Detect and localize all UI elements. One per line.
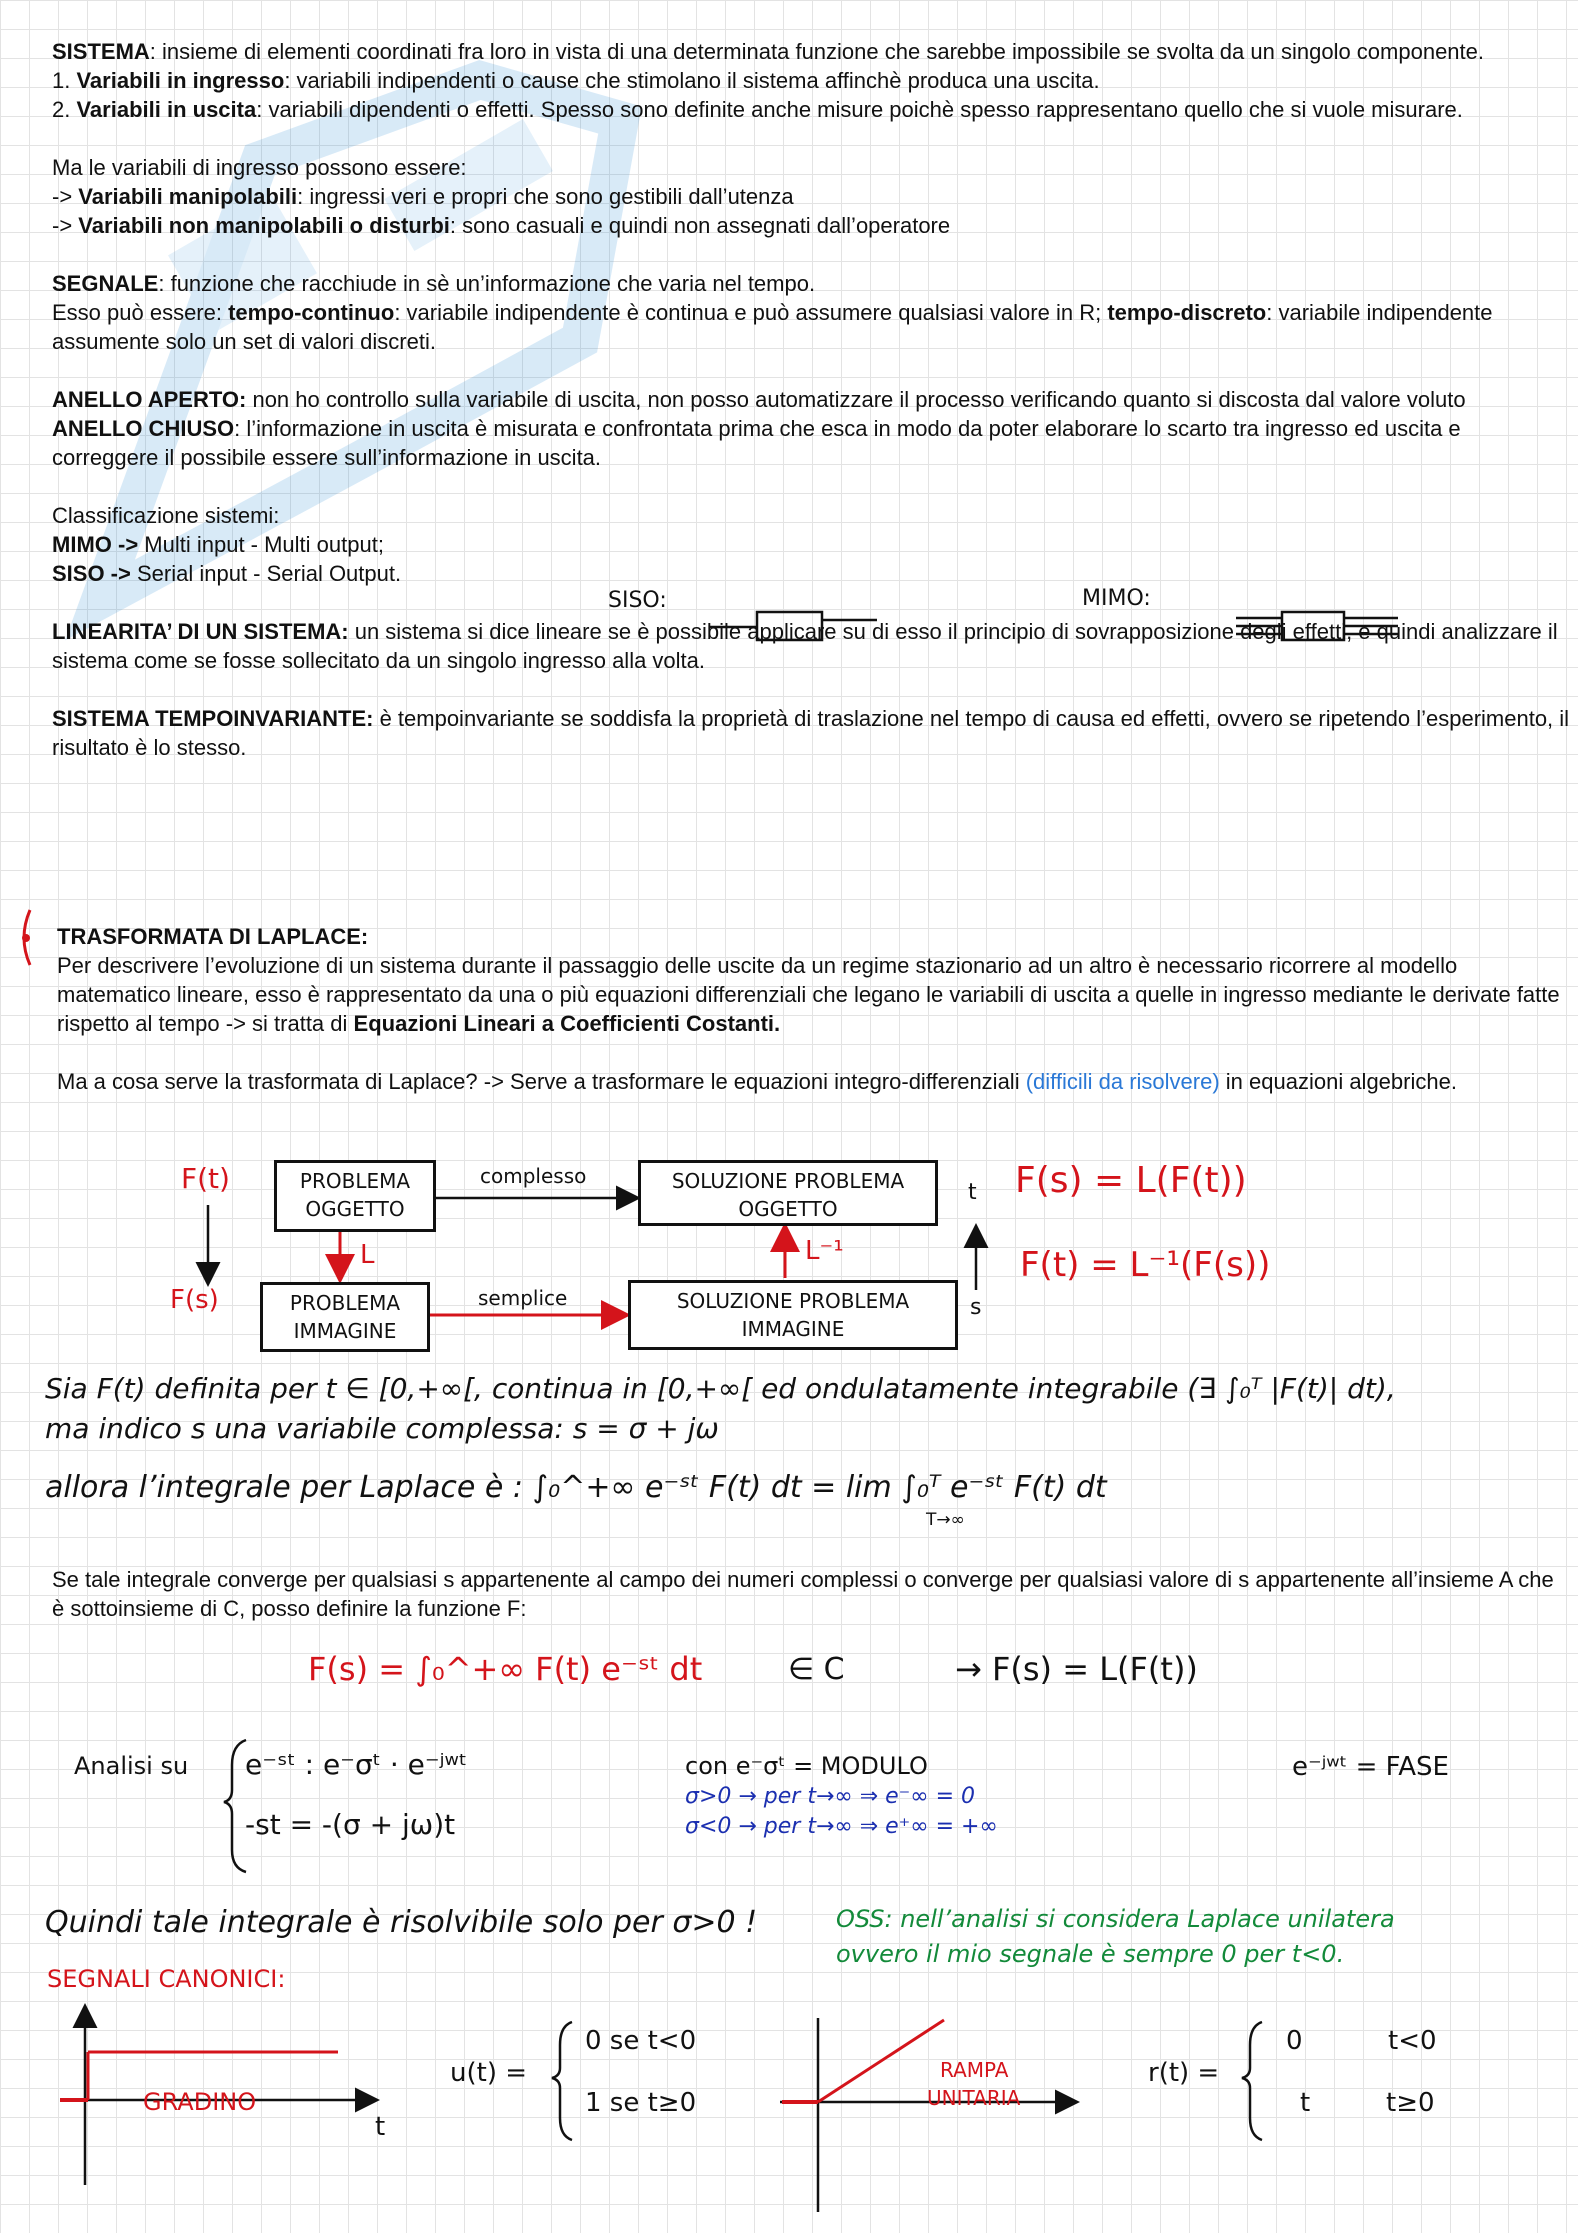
arrow-prefix: ->: [52, 213, 79, 238]
analisi-eq1: e⁻ˢᵗ : e⁻σᵗ · e⁻ʲʷᵗ: [245, 1748, 468, 1781]
laplace-title: TRASFORMATA DI LAPLACE:: [57, 924, 369, 949]
item2-term: Variabili in uscita: [76, 97, 257, 122]
hw-line2: ma indico s una variabile complessa: s = σ + jω: [45, 1412, 719, 1445]
r-case1-value: 0: [1286, 2026, 1303, 2056]
item1-num: 1.: [52, 68, 77, 93]
siso-text: Serial input - Serial Output.: [130, 561, 402, 586]
analisi-eq2: -st = -(σ + jω)t: [245, 1808, 456, 1841]
u-case1: 0 se t<0: [585, 2026, 697, 2056]
classificazione-title: Classificazione sistemi:: [52, 503, 280, 528]
laplace-para2-end: in equazioni algebriche.: [1219, 1069, 1457, 1094]
item1-text: : variabili indipendenti o cause che stimolano il sistema affinchè produca una uscita.: [284, 68, 1100, 93]
linearita-term: LINEARITA’ DI UN SISTEMA:: [52, 619, 349, 644]
tempoinv-text: è tempoinvariante se soddisfa la proprietà di traslazione nel tempo di causa ed effetti, ovvero se ripetendo l’esperimento, il risultato è lo stesso.: [52, 706, 1570, 760]
diagram-ft: F(t): [181, 1162, 230, 1195]
diagram-Linv: L⁻¹: [805, 1236, 844, 1266]
r-case2-cond: t≥0: [1386, 2088, 1435, 2118]
rampa-label-2: UNITARIA: [927, 2086, 1021, 2110]
tempo-continuo-term: tempo-continuo: [228, 300, 395, 325]
nonmanip-text: : sono casuali e quindi non assegnati dall’operatore: [449, 213, 951, 238]
manip-term: Variabili manipolabili: [78, 184, 298, 209]
siso-term: SISO ->: [52, 561, 131, 586]
hw-line3: allora l’integrale per Laplace è : ∫₀^+∞ e⁻ˢᵗ F(t) dt = lim ∫₀ᵀ e⁻ˢᵗ F(t) dt: [45, 1470, 1107, 1505]
laplace-para1-bold: Equazioni Lineari a Coefficienti Costanti.: [353, 1011, 781, 1036]
analisi-label: Analisi su: [74, 1752, 189, 1780]
diagram-s-axis: s: [970, 1295, 982, 1320]
box-problema-oggetto: PROBLEMA OGGETTO: [274, 1160, 436, 1232]
diagram-complesso: complesso: [480, 1164, 587, 1188]
laplace-para1: Per descrivere l’evoluzione di un sistema durante il passaggio delle uscite da un regime stazionario ad un altro è necessario ricorrere al modello matematico lineare, esso è rappresentato da una o più equazioni differenziali che legano le variabili di uscita a quelle in ingresso mediante le derivate fatte rispetto al tempo -> si tratta di: [57, 953, 1560, 1036]
anello-chiuso-text: : l’informazione in uscita è misurata e confrontata prima che esca in modo da poter elaborare lo scarto tra ingresso ed uscita e correggere il possibile essere sull’informazione in uscita.: [52, 416, 1461, 470]
siso-label: SISO:: [608, 588, 667, 613]
formula-mid: ∈ C: [788, 1652, 845, 1687]
sistema-term: SISTEMA: [52, 39, 150, 64]
anello-chiuso-term: ANELLO CHIUSO: [52, 416, 235, 441]
arrow-prefix: ->: [52, 184, 79, 209]
box-problema-immagine: PROBLEMA IMMAGINE: [260, 1282, 430, 1352]
nonmanip-term: Variabili non manipolabili o disturbi: [78, 213, 450, 238]
analisi-case1: σ>0 → per t→∞ ⇒ e⁻∞ = 0: [685, 1784, 976, 1809]
formula-rhs: → F(s) = L(F(t)): [955, 1650, 1198, 1688]
r-case2-value: t: [1300, 2088, 1311, 2118]
r-case1-cond: t<0: [1388, 2026, 1437, 2056]
analisi-fase: e⁻ʲʷᵗ = FASE: [1292, 1752, 1449, 1782]
analisi-case2: σ<0 → per t→∞ ⇒ e⁺∞ = +∞: [685, 1814, 998, 1839]
mimo-label: MIMO:: [1082, 586, 1151, 611]
item2-text: : variabili dipendenti o effetti. Spesso sono definite anche misure poichè spesso rappresentano quello che si vuole misurare.: [256, 97, 1463, 122]
laplace-para2: Ma a cosa serve la trasformata di Laplace? -> Serve a trasformare le equazioni integro-differenziali: [57, 1069, 1026, 1094]
u-lhs: u(t) =: [450, 2058, 528, 2088]
analisi-modulo: con e⁻σᵗ = MODULO: [685, 1752, 928, 1780]
segnali-title: SEGNALI CANONICI:: [47, 1965, 286, 1993]
tempo-discreto-text: : variabile indipendente assumente solo un set di valori discreti.: [52, 300, 1493, 354]
hw-lim-sub: T→∞: [926, 1510, 965, 1530]
oss-line1: OSS: nell’analisi si considera Laplace unilatera: [836, 1905, 1395, 1933]
sistema-text: : insieme di elementi coordinati fra loro in vista di una determinata funzione che sarebbe impossibile se svolta da un singolo componente.: [149, 39, 1484, 64]
segnale-text: : funzione che racchiude in sè un’informazione che varia nel tempo.: [158, 271, 816, 296]
diagram-fs: F(s): [170, 1285, 219, 1315]
box-soluzione-oggetto: SOLUZIONE PROBLEMA OGGETTO: [638, 1160, 938, 1226]
diagram-L: L: [360, 1240, 375, 1270]
rampa-label-1: RAMPA: [940, 2058, 1009, 2082]
gradino-label: GRADINO: [143, 2088, 257, 2116]
mimo-term: MIMO ->: [52, 532, 139, 557]
converge-text: Se tale integrale converge per qualsiasi s appartenente al campo dei numeri complessi o converge per qualsiasi valore di s appartenente all’insieme A che è sottoinsieme di C, posso definire la funzione F:: [52, 1567, 1554, 1621]
hw-line1: Sia F(t) definita per t ∈ [0,+∞[, continua in [0,+∞[ ed ondulatamente integrabile (∃ ∫₀ᵀ |F(t)| dt),: [45, 1372, 1396, 1405]
anello-aperto-text: non ho controllo sulla variabile di uscita, non posso automatizzare il processo verificando quanto si discosta dal valore voluto: [246, 387, 1466, 412]
mimo-text: Multi input - Multi output;: [138, 532, 384, 557]
anello-aperto-term: ANELLO APERTO:: [52, 387, 247, 412]
box-soluzione-immagine: SOLUZIONE PROBLEMA IMMAGINE: [628, 1280, 958, 1350]
manip-text: : ingressi veri e propri che sono gestibili dall’utenza: [297, 184, 794, 209]
item1-term: Variabili in ingresso: [76, 68, 285, 93]
diagram-eq2: F(t) = L⁻¹(F(s)): [1020, 1245, 1271, 1285]
linearita-text: un sistema si dice lineare se è possibile applicare su di esso il principio di sovrapposizione degli effetti, e quindi analizzare il sistema come se fosse sollecitato da un singolo ingresso alla volta.: [52, 619, 1558, 673]
r-lhs: r(t) =: [1148, 2058, 1220, 2088]
laplace-para2-blue: (difficili da risolvere): [1025, 1069, 1220, 1094]
oss-line2: ovvero il mio segnale è sempre 0 per t<0.: [836, 1940, 1345, 1968]
tempo-continuo-text: : variabile indipendente è continua e può assumere qualsiasi valore in R;: [394, 300, 1108, 325]
conclusion-text: Quindi tale integrale è risolvibile solo per σ>0 !: [45, 1905, 758, 1940]
item2-num: 2.: [52, 97, 77, 122]
tempo-discreto-term: tempo-discreto: [1107, 300, 1267, 325]
gradino-t-axis: t: [375, 2112, 386, 2142]
diagram-eq1: F(s) = L(F(t)): [1015, 1160, 1247, 1201]
u-case2: 1 se t≥0: [585, 2088, 697, 2118]
diagram-t-axis: t: [968, 1180, 977, 1205]
tempoinv-term: SISTEMA TEMPOINVARIANTE:: [52, 706, 374, 731]
ingresso-intro: Ma le variabili di ingresso possono essere:: [52, 155, 467, 180]
diagram-semplice: semplice: [478, 1286, 568, 1310]
segnale-line2-pre: Esso può essere:: [52, 300, 229, 325]
segnale-term: SEGNALE: [52, 271, 159, 296]
formula-lhs: F(s) = ∫₀^+∞ F(t) e⁻ˢᵗ dt: [308, 1650, 703, 1688]
